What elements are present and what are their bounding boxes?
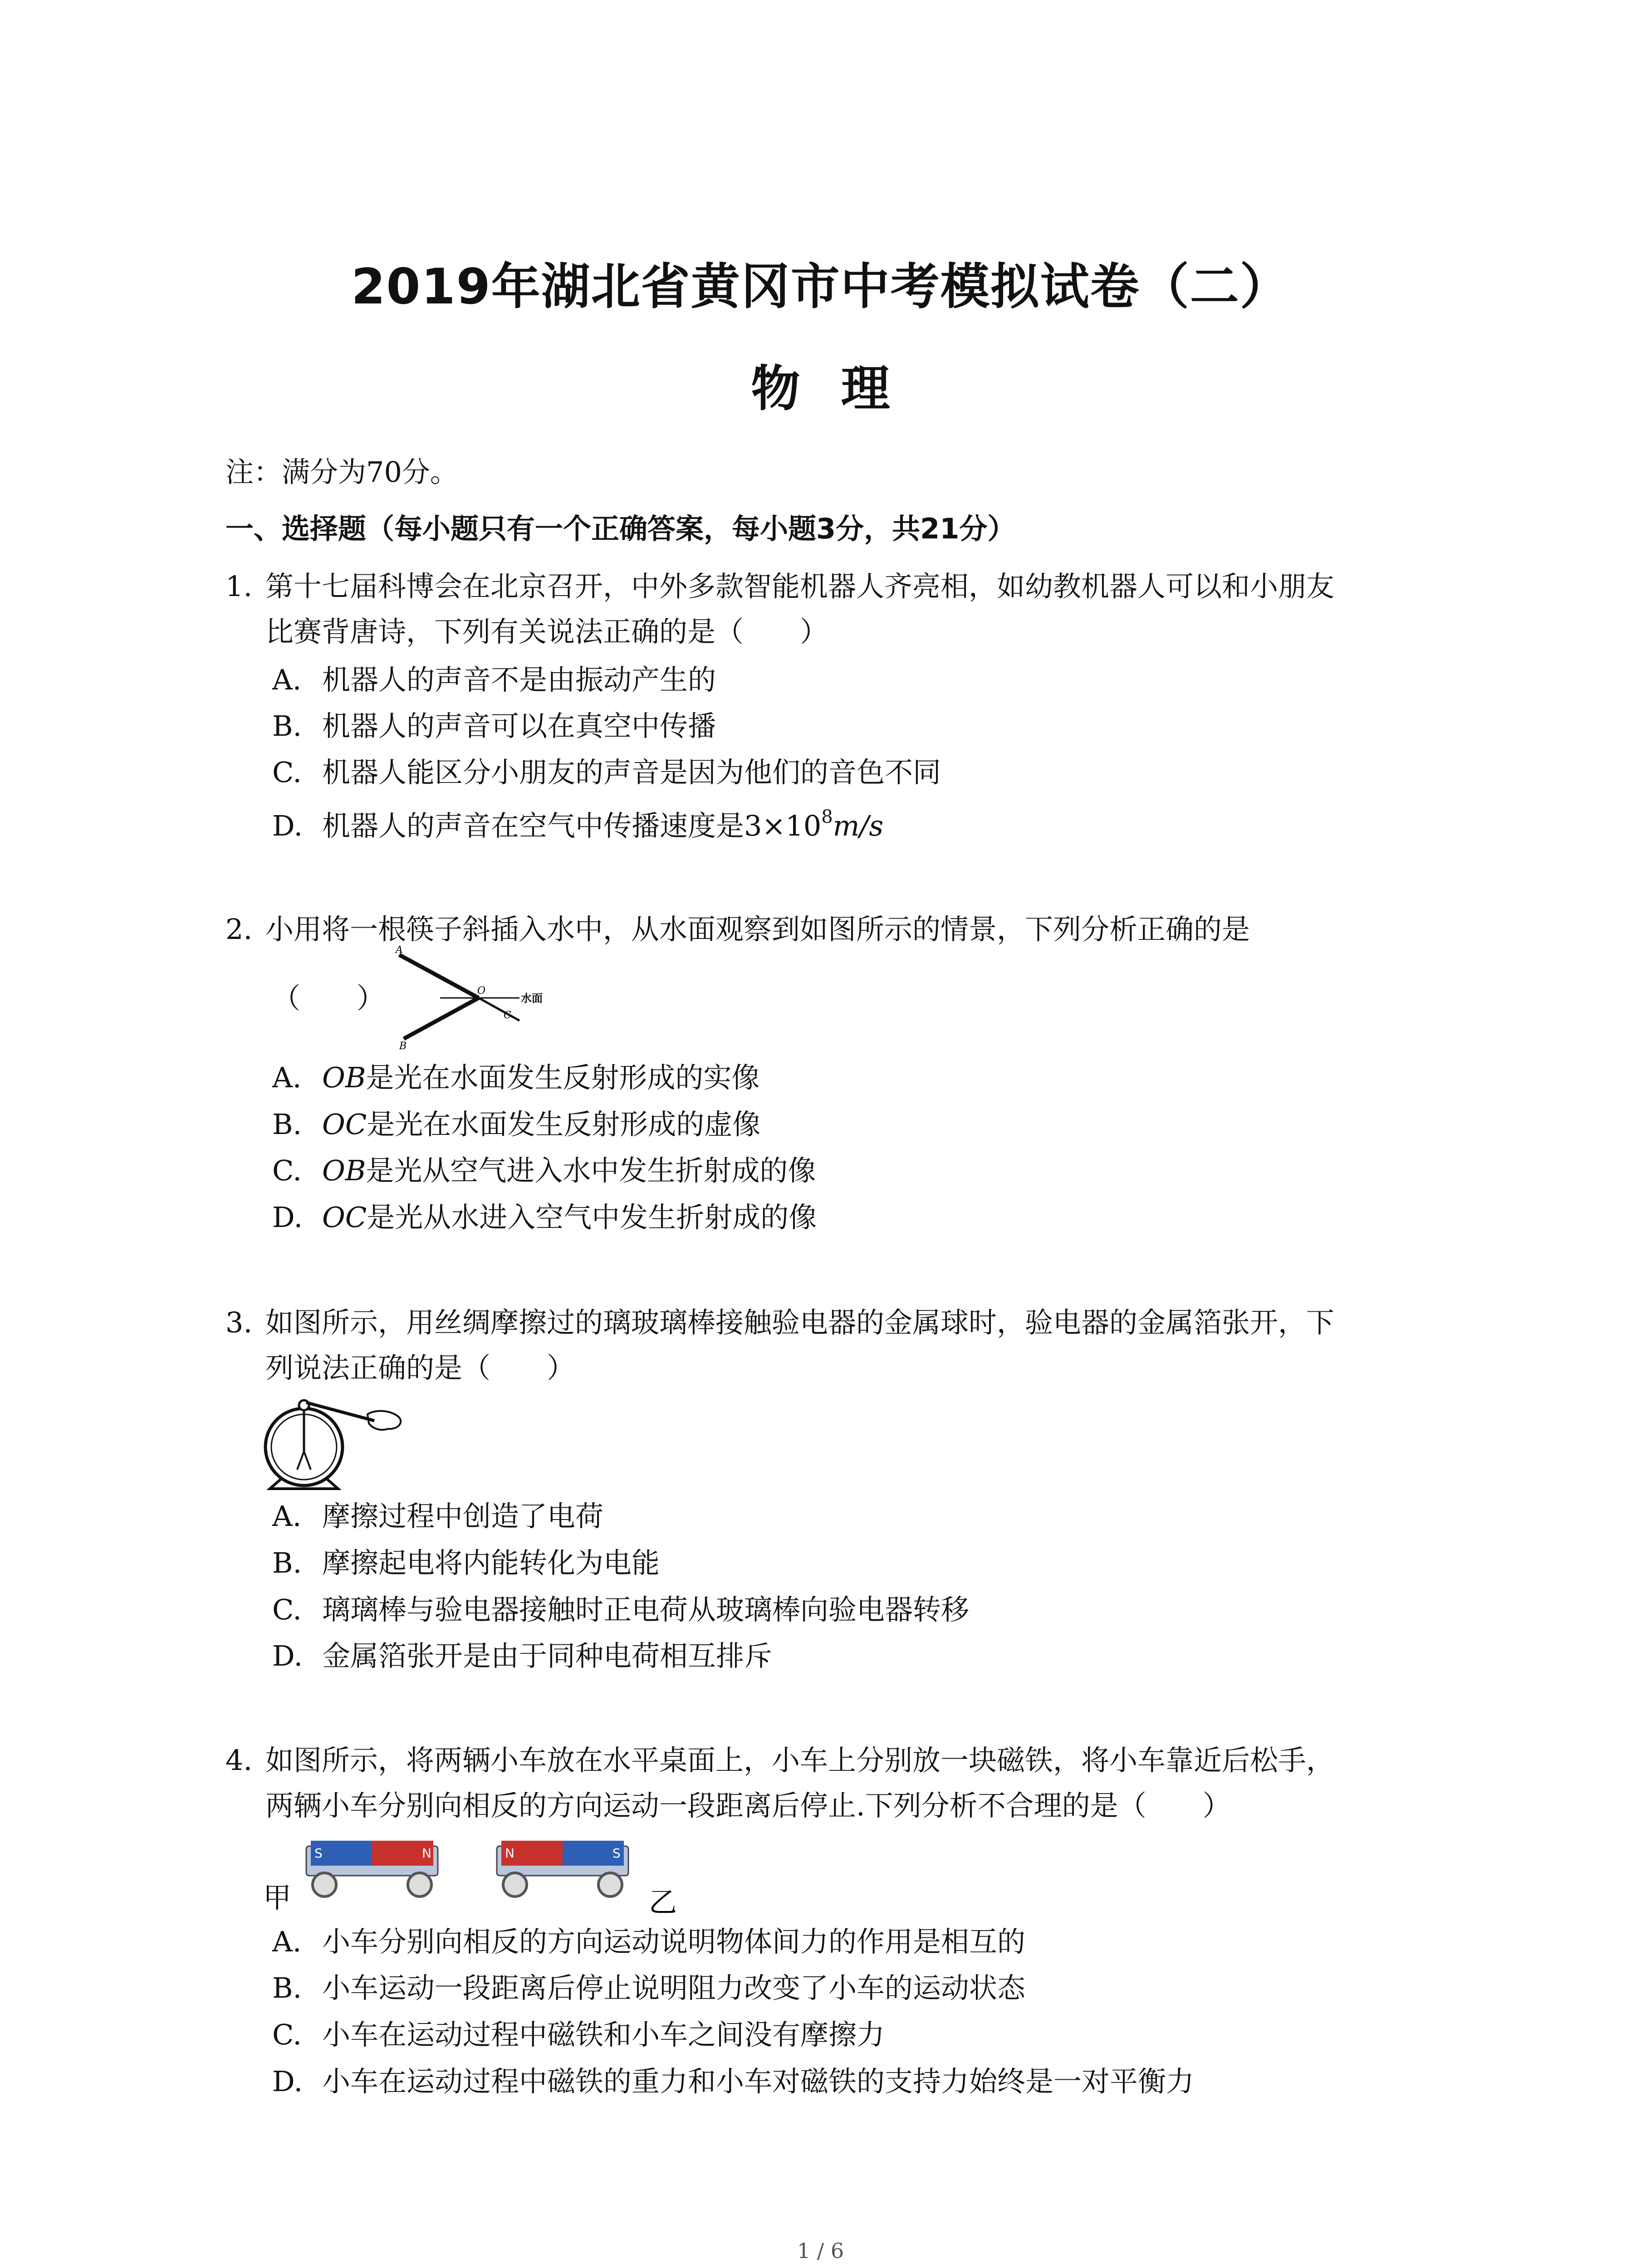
label-jia: 甲 <box>263 1881 292 1914</box>
chopstick-refraction-figure <box>390 946 554 1050</box>
question-2-option-a: A. OB是光在水面发生反射形成的实像 <box>272 1061 760 1094</box>
chopstick-above-water <box>399 955 479 998</box>
question-3-stem-cont: 列说法正确的是（ ） <box>265 1351 575 1384</box>
question-text: 如图所示，用丝绸摩擦过的璃玻璃棒接触验电器的金属球时，验电器的金属箔张开，下 <box>265 1306 1335 1339</box>
question-2-option-d: D. OC是光从水进入空气中发生折射成的像 <box>272 1201 817 1234</box>
question-1-option-a: A. 机器人的声音不是由振动产生的 <box>272 663 716 696</box>
question-2-stem-cont: （ ） <box>272 982 385 1015</box>
question-number: 2. <box>225 913 253 946</box>
svg-text:S: S <box>314 1846 323 1861</box>
question-3-option-a: A. 摩擦过程中创造了电荷 <box>272 1500 604 1533</box>
section-heading: 一、选择题（每小题只有一个正确答案，每小题3分，共21分） <box>225 512 1016 545</box>
cart-right <box>497 1841 628 1897</box>
question-4-stem <box>225 1744 1335 1777</box>
question-text: 第十七届科博会在北京召开，中外多款智能机器人齐亮相，如幼教机器人可以和小朋友 <box>265 570 1335 603</box>
question-text: 小用将一根筷子斜插入水中，从水面观察到如图所示的情景，下列分析正确的是 <box>265 913 1250 946</box>
electroscope-figure <box>261 1388 415 1492</box>
cart-left <box>306 1841 438 1897</box>
question-4-stem-cont: 两辆小车分别向相反的方向运动一段距离后停止.下列分析不合理的是（ ） <box>265 1789 1231 1822</box>
question-3-option-b: B. 摩擦起电将内能转化为电能 <box>272 1546 660 1579</box>
question-number: 1. <box>225 570 253 603</box>
question-1-stem <box>225 572 1334 601</box>
score-note: 注：满分为70分。 <box>225 455 458 489</box>
question-3-option-c: C. 璃璃棒与验电器接触时正电荷从玻璃棒向验电器转移 <box>272 1593 970 1626</box>
svg-text:N: N <box>505 1846 514 1861</box>
svg-text:S: S <box>612 1846 621 1861</box>
label-a: A <box>396 946 403 956</box>
label-o: O <box>477 985 486 997</box>
label-water-surface: 水面 <box>521 992 543 1005</box>
question-1-option-b: B. 机器人的声音可以在真空中传播 <box>272 709 716 743</box>
question-2-option-c: C. OB是光从空气进入水中发生折射成的像 <box>272 1154 816 1187</box>
label-b: B <box>399 1041 407 1050</box>
question-1-stem-cont: 比赛背唐诗，下列有关说法正确的是（ ） <box>265 615 828 648</box>
question-2-option-b: B. OC是光在水面发生反射形成的虚像 <box>272 1108 761 1141</box>
exam-title: 2019年湖北省黄冈市中考模拟试卷（二） <box>351 259 1290 315</box>
question-1-option-d: D. 机器人的声音在空气中传播速度是$3\times 10^8m/s$ <box>272 807 884 842</box>
question-3-stem <box>225 1306 1335 1339</box>
question-4-option-b: B. 小车运动一段距离后停止说明阻力改变了小车的运动状态 <box>272 1971 1026 2004</box>
question-text: 如图所示，将两辆小车放在水平桌面上，小车上分别放一块磁铁，将小车靠近后松手， <box>265 1744 1335 1777</box>
question-4-option-c: C. 小车在运动过程中磁铁和小车之间没有摩擦力 <box>272 2018 885 2051</box>
chopstick-image-c <box>479 998 519 1021</box>
subject-title: 物理 <box>751 361 931 417</box>
question-2-stem <box>225 913 1250 946</box>
svg-text:N: N <box>422 1846 431 1861</box>
question-1-option-c: C. 机器人能区分小朋友的声音是因为他们的音色不同 <box>272 756 941 789</box>
metal-foil <box>297 1452 311 1470</box>
question-number: 3. <box>225 1306 253 1339</box>
question-3-option-d: D. 金属箔张开是由于同种电荷相互排斥 <box>272 1639 773 1672</box>
label-c: C <box>504 1010 511 1021</box>
magnet-carts-figure <box>261 1833 692 1919</box>
question-number: 4. <box>225 1744 253 1777</box>
question-4-option-a: A. 小车分别向相反的方向运动说明物体间力的作用是相互的 <box>272 1925 1026 1958</box>
question-4-option-d: D. 小车在运动过程中磁铁的重力和小车对磁铁的支持力始终是一对平衡力 <box>272 2065 1195 2098</box>
label-yi: 乙 <box>649 1886 677 1919</box>
chopstick-image-b <box>404 998 479 1039</box>
page-number: 1 / 6 <box>797 2239 844 2263</box>
